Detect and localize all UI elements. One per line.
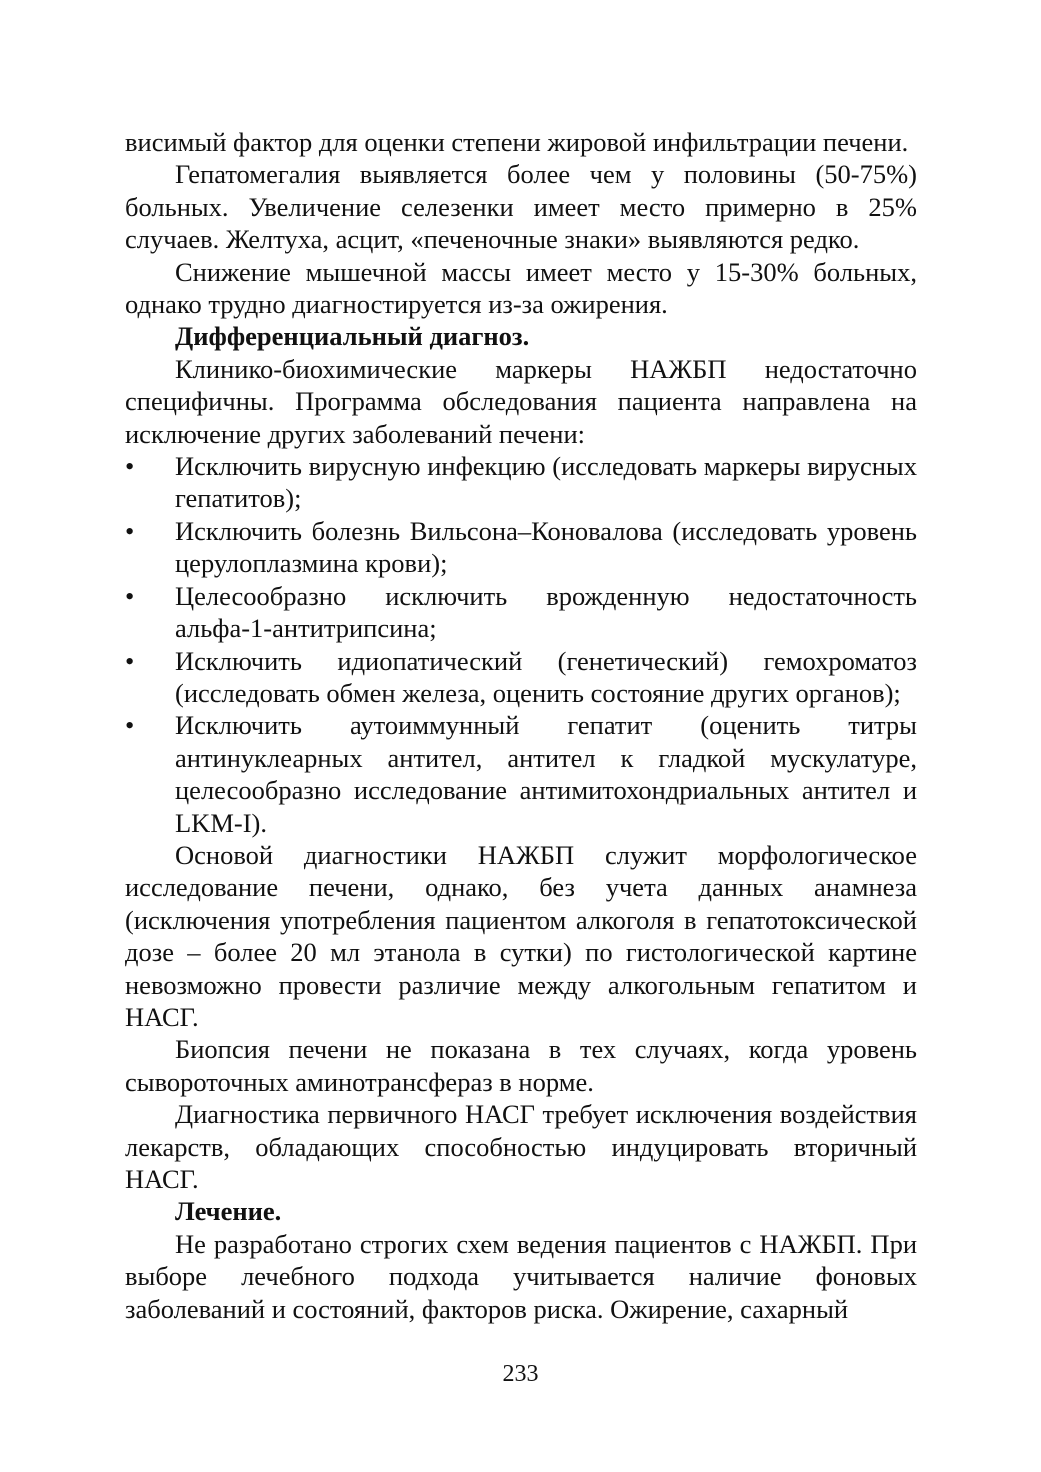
paragraph-treatment: Не разработано строгих схем ведения пациентов с НАЖБП. При выборе лечебного подхода учитывается наличие фоновых заболеваний и состояний, факторов риска. Ожирение, сахарный [125, 1228, 917, 1324]
list-item-text: Исключить аутоиммунный гепатит (оценить титры антинуклеарных антител, антител к гладкой мускулатуре, целесообразно исследование антимитохондриальных антител и LKM-I). [175, 710, 917, 838]
page-body [125, 126, 917, 1325]
list-item [125, 645, 917, 710]
paragraph-biopsy: Биопсия печени не показана в тех случаях, когда уровень сывороточных аминотрансфераз в норме. [125, 1034, 917, 1097]
paragraph-markers: Клинико-биохимические маркеры НАЖБП недостаточно специфичны. Программа обследования пациента направлена на исключение других заболеваний печени: [125, 353, 917, 449]
bullet-icon: • [125, 451, 135, 482]
list-item [125, 709, 917, 839]
list-item-text: Исключить идиопатический (генетический) гемохроматоз (исследовать обмен железа, оценить состояние других органов); [175, 645, 917, 708]
list-item [125, 515, 917, 580]
paragraph-hepatomegaly: Гепатомегалия выявляется более чем у половины (50-75%) больных. Увеличение селезенки имеет место примерно в 25% случаев. Желтуха, асцит, «печеночные знаки» выявляются редко. [125, 159, 917, 255]
bullet-icon: • [125, 645, 135, 676]
heading-differential-diagnosis: Дифференциальный диагноз. [175, 321, 530, 352]
bullet-icon: • [125, 710, 135, 741]
list-item-text: Целесообразно исключить врожденную недостаточность альфа-1-антитрипсина; [175, 580, 917, 644]
list-item-text: Исключить вирусную инфекцию (исследовать маркеры вирусных гепатитов); [175, 451, 917, 514]
paragraph-muscle-mass: Снижение мышечной массы имеет место у 15-30% больных, однако трудно диагностируется из-за ожирения. [125, 256, 917, 320]
paragraph-diagnosis-basis: Основой диагностики НАЖБП служит морфологическое исследование печени, однако, без учета данных анамнеза (исключения употребления пациентом алкоголя в гепатотоксической дозе – более 20 мл этанола в сутки) по гистологической картине невозможно провести различие между алкогольным гепатитом и НАСГ. [125, 839, 917, 1032]
bullet-icon: • [125, 515, 135, 546]
page-number: 233 [502, 1361, 539, 1387]
paragraph-primary-nash: Диагностика первичного НАСГ требует исключения воздействия лекарств, обладающих способностью индуцировать вторичный НАСГ. [125, 1099, 917, 1194]
paragraph-continuation: висимый фактор для оценки степени жировой инфильтрации печени. [125, 127, 909, 157]
list-item [125, 580, 917, 645]
list-item-text: Исключить болезнь Вильсона–Коновалова (исследовать уровень церулоплазмина крови); [175, 515, 917, 579]
heading-treatment: Лечение. [175, 1196, 282, 1227]
bullet-icon: • [125, 580, 135, 611]
exclusion-list [125, 450, 917, 839]
list-item [125, 450, 917, 515]
